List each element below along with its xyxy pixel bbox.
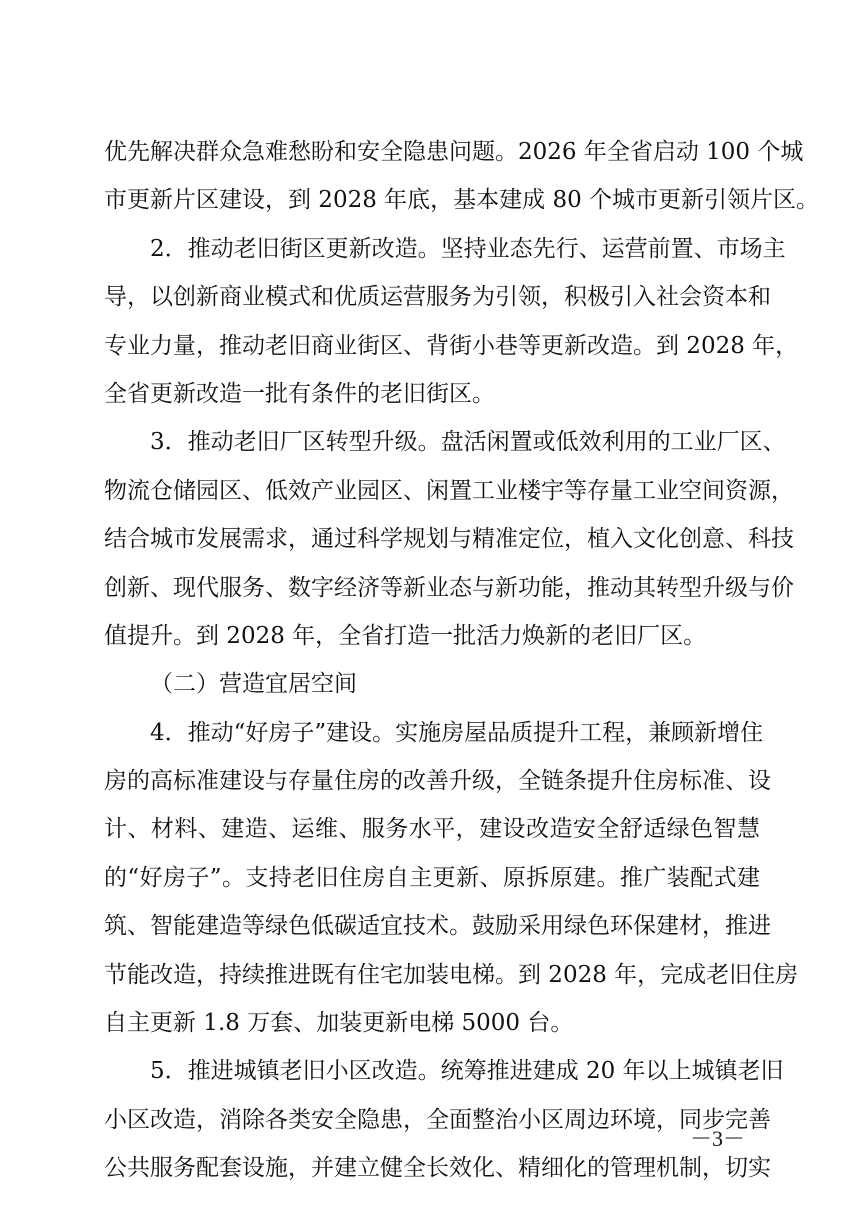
paragraph-line: 的“好房子”。支持老旧住房自主更新、原拆原建。推广装配式建 [104, 864, 760, 891]
paragraph-line: 结合城市发展需求，通过科学规划与精准定位，植入文化创意、科技 [104, 526, 794, 553]
paragraph-line: 全省更新改造一批有条件的老旧街区。 [104, 380, 495, 407]
paragraph-line: 小区改造，消除各类安全隐患，全面整治小区周边环境，同步完善 [104, 1106, 771, 1133]
paragraph-line: 值提升。到 2028 年，全省打造一批活力焕新的老旧厂区。 [104, 622, 707, 649]
body-text [104, 128, 820, 1193]
paragraph-line: 2．推动老旧街区更新改造。坚持业态先行、运营前置、市场主 [150, 235, 786, 262]
paragraph-line: 物流仓储园区、低效产业园区、闲置工业楼宇等存量工业空间资源， [104, 477, 794, 504]
paragraph-line: 市更新片区建设，到 2028 年底，基本建成 80 个城市更新引领片区。 [104, 187, 820, 214]
paragraph-line: 创新、现代服务、数字经济等新业态与新功能，推动其转型升级与价 [104, 574, 794, 601]
paragraph-line: 计、材料、建造、运维、服务水平，建设改造安全舒适绿色智慧 [104, 816, 760, 843]
paragraph-line: 房的高标准建设与存量住房的改善升级，全链条提升住房标准、设 [104, 768, 771, 795]
paragraph-line: 公共服务配套设施，并建立健全长效化、精细化的管理机制，切实 [104, 1155, 771, 1182]
section-heading: （二）营造宜居空间 [150, 671, 357, 698]
paragraph-line: 自主更新 1.8 万套、加装更新电梯 5000 台。 [104, 1010, 574, 1037]
paragraph-line: 筑、智能建造等绿色低碳适宜技术。鼓励采用绿色环保建材，推进 [104, 913, 771, 940]
page-number: －3－ [689, 1126, 745, 1151]
paragraph-line: 节能改造，持续推进既有住宅加装电梯。到 2028 年，完成老旧住房 [104, 961, 799, 988]
paragraph-line: 4．推动“好房子”建设。实施房屋品质提升工程，兼顾新增住 [150, 719, 764, 746]
paragraph-line: 优先解决群众急难愁盼和安全隐患问题。2026 年全省启动 100 个城 [104, 139, 804, 165]
paragraph-line: 5．推进城镇老旧小区改造。统筹推进建成 20 年以上城镇老旧 [150, 1058, 784, 1085]
paragraph-line: 导，以创新商业模式和优质运营服务为引领，积极引入社会资本和 [104, 284, 771, 311]
paragraph-line: 专业力量，推动老旧商业街区、背街小巷等更新改造。到 2028 年， [104, 332, 799, 359]
paragraph-line: 3．推动老旧厂区转型升级。盘活闲置或低效利用的工业厂区、 [150, 429, 786, 456]
